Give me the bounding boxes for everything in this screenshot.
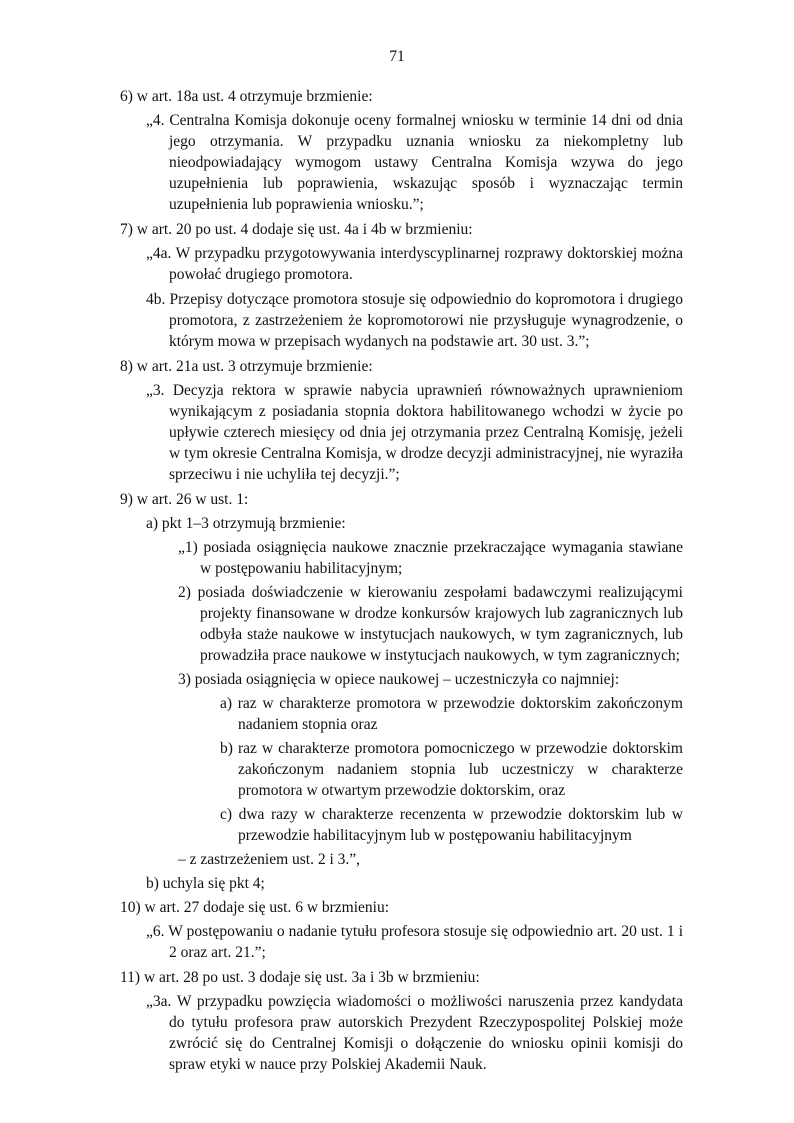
document-body <box>120 86 683 1079</box>
item-7-quote-4a: „4a. W przypadku przygotowywania interdyscyplinarnej rozprawy doktorskiej można powołać drugiego promotora. <box>146 245 683 283</box>
item-8-quote: „3. Decyzja rektora w sprawie nabycia uprawnień równoważnych uprawnieniom wynikającym z posiadania stopnia doktora habilitowanego wchodzi w życie po upływie czterech miesięcy od dnia jej otrzymania przez Centralną Komisję, jeżeli w tym okresie Centralna Komisja, w drodze decyzji administracyjnej, nie wyraziła sprzeciwu i nie uchyliła tej decyzji.”; <box>146 382 683 483</box>
item-10-heading: 10) w art. 27 dodaje się ust. 6 w brzmieniu: <box>120 899 390 916</box>
item-9-point-1: „1) posiada osiągnięcia naukowe znacznie przekraczające wymagania stawiane w postępowaniu habilitacyjnym; <box>178 539 683 577</box>
item-11-heading: 11) w art. 28 po ust. 3 dodaje się ust. 3a i 3b w brzmieniu: <box>120 969 480 986</box>
item-10-quote: „6. W postępowaniu o nadanie tytułu profesora stosuje się odpowiednio art. 20 ust. 1 i 2 oraz art. 21.”; <box>146 923 683 961</box>
item-11-quote: „3a. W przypadku powzięcia wiadomości o możliwości naruszenia przez kandydata do tytułu profesora praw autorskich Prezydent Rzeczypospolitej Polskiej może zwrócić się do Centralnej Komisji o dołączenie do wniosku opinii komisji do spraw etyki w nauce przy Polskiej Akademii Nauk. <box>146 993 683 1073</box>
item-9-point-2: 2) posiada doświadczenie w kierowaniu zespołami badawczymi realizującymi projekty finansowane w drodze konkursów krajowych lub zagranicznych lub odbyła staże naukowe w instytucjach naukowych, w tym zagranicznych, lub prowadziła prace naukowe w instytucjach naukowych, w tym zagranicznych; <box>178 584 683 664</box>
item-9-point-3-b: b) raz w charakterze promotora pomocniczego w przewodzie doktorskim zakończonym nadaniem stopnia lub uczestniczy w charakterze promotora w otwartym przewodzie doktorskim, oraz <box>220 740 683 799</box>
item-7-quote-4b: 4b. Przepisy dotyczące promotora stosuje się odpowiednio do kopromotora i drugiego promotora, z zastrzeżeniem że kopromotorowi nie przysługuje wynagrodzenie, o którym mowa w przepisach wydanych na podstawie art. 30 ust. 3.”; <box>146 291 683 350</box>
item-7-heading: 7) w art. 20 po ust. 4 dodaje się ust. 4a i 4b w brzmieniu: <box>120 221 473 238</box>
item-9-tail: – z zastrzeżeniem ust. 2 i 3.”, <box>178 851 361 868</box>
item-9-letter-a: a) pkt 1–3 otrzymują brzmienie: <box>146 515 346 532</box>
page-number: 71 <box>389 48 405 65</box>
item-9-point-3-a: a) raz w charakterze promotora w przewodzie doktorskim zakończonym nadaniem stopnia oraz <box>220 695 683 733</box>
item-9-heading: 9) w art. 26 w ust. 1: <box>120 491 249 508</box>
item-9-letter-b: b) uchyla się pkt 4; <box>146 875 265 892</box>
item-9-point-3-c: c) dwa razy w charakterze recenzenta w przewodzie doktorskim lub w przewodzie habilitacyjnym lub w postępowaniu habilitacyjnym <box>220 806 683 844</box>
item-6-heading: 6) w art. 18a ust. 4 otrzymuje brzmienie: <box>120 88 373 105</box>
item-6-quote: „4. Centralna Komisja dokonuje oceny formalnej wniosku w terminie 14 dni od dnia jego otrzymania. W przypadku uznania wniosku za niekompletny lub nieodpowiadający wymogom ustawy Centralna Komisja wzywa do jego uzupełnienia lub poprawienia, wskazując sposób i wyznaczając termin uzupełnienia lub poprawienia wniosku.”; <box>146 112 683 213</box>
item-8-heading: 8) w art. 21a ust. 3 otrzymuje brzmienie: <box>120 358 373 375</box>
item-9-point-3: 3) posiada osiągnięcia w opiece naukowej – uczestniczyła co najmniej: <box>178 671 620 688</box>
